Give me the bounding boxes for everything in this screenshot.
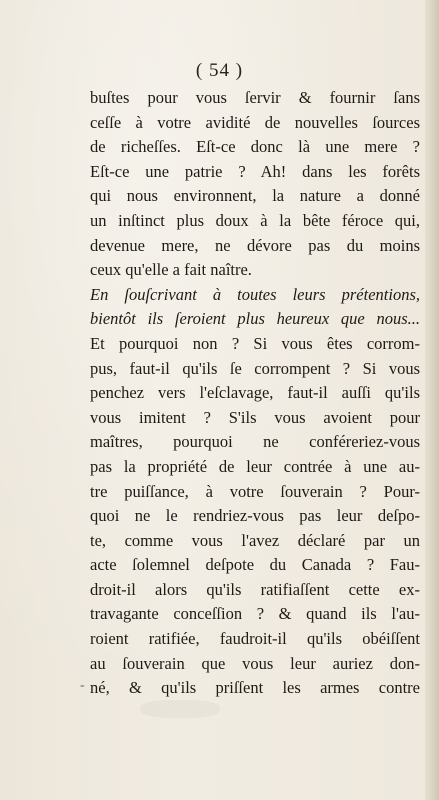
text-line-15: maîtres, pourquoi ne conféreriez-vous (90, 432, 420, 452)
text-line-13: penchez vers l'eſclavage, faut-il auſſi qu'ils (90, 383, 420, 403)
text-line-5: qui nous environnent, la nature a donné (90, 186, 420, 206)
page-gutter (425, 0, 439, 800)
text-line-22: travagante conceſſion ? & quand ils l'au- (90, 604, 420, 624)
text-line-25: né, & qu'ils priſſent les armes contre (90, 678, 420, 698)
text-line-8: ceux qu'elle a fait naître. (90, 260, 252, 280)
body-text (90, 86, 420, 701)
text-line-12: pus, faut-il qu'ils ſe corrompent ? Si vous (90, 358, 420, 378)
text-line-11: Et pourquoi non ? Si vous êtes corrom- (90, 333, 420, 353)
text-line-23: roient ratifiée, faudroit-il qu'ils obéiſſent (90, 629, 420, 649)
text-line-1: buſtes pour vous ſervir & fournir ſans (90, 88, 420, 107)
text-line-16: pas la propriété de leur contrée à une au- (90, 456, 420, 476)
ink-bleed-mark (140, 700, 220, 718)
text-line-4: Eſt-ce une patrie ? Ah! dans les forêts (90, 161, 420, 181)
text-line-21: droit-il alors qu'ils ratifiaſſent cette ex- (90, 579, 420, 599)
text-line-20: acte ſolemnel deſpote du Canada ? Fau- (90, 555, 420, 575)
margin-mark: - (80, 678, 85, 693)
text-line-7: devenue mere, ne dévore pas du moins (90, 235, 420, 255)
text-line-18: quoi ne le rendriez-vous pas leur deſpo- (90, 506, 420, 526)
page-number: ( 54 ) (195, 60, 244, 81)
text-line-17: tre puiſſance, à votre ſouverain ? Pour- (90, 481, 420, 501)
text-line-19: te, comme vous l'avez déclaré par un (90, 530, 420, 550)
text-line-24: au ſouverain que vous leur auriez don- (90, 653, 420, 673)
text-line-3: de richeſſes. Eſt-ce donc là une mere ? (90, 137, 420, 157)
text-line-6: un inſtinct plus doux à la bête féroce qui, (90, 210, 420, 230)
text-line-10: bientôt ils ſeroient plus heureux que nous... (90, 309, 420, 329)
text-line-2: ceſſe à votre avidité de nouvelles ſources (90, 112, 420, 132)
text-line-14: vous imitent ? S'ils vous avoient pour (90, 407, 420, 427)
text-line-9: En ſouſcrivant à toutes leurs prétentions, (90, 284, 420, 304)
